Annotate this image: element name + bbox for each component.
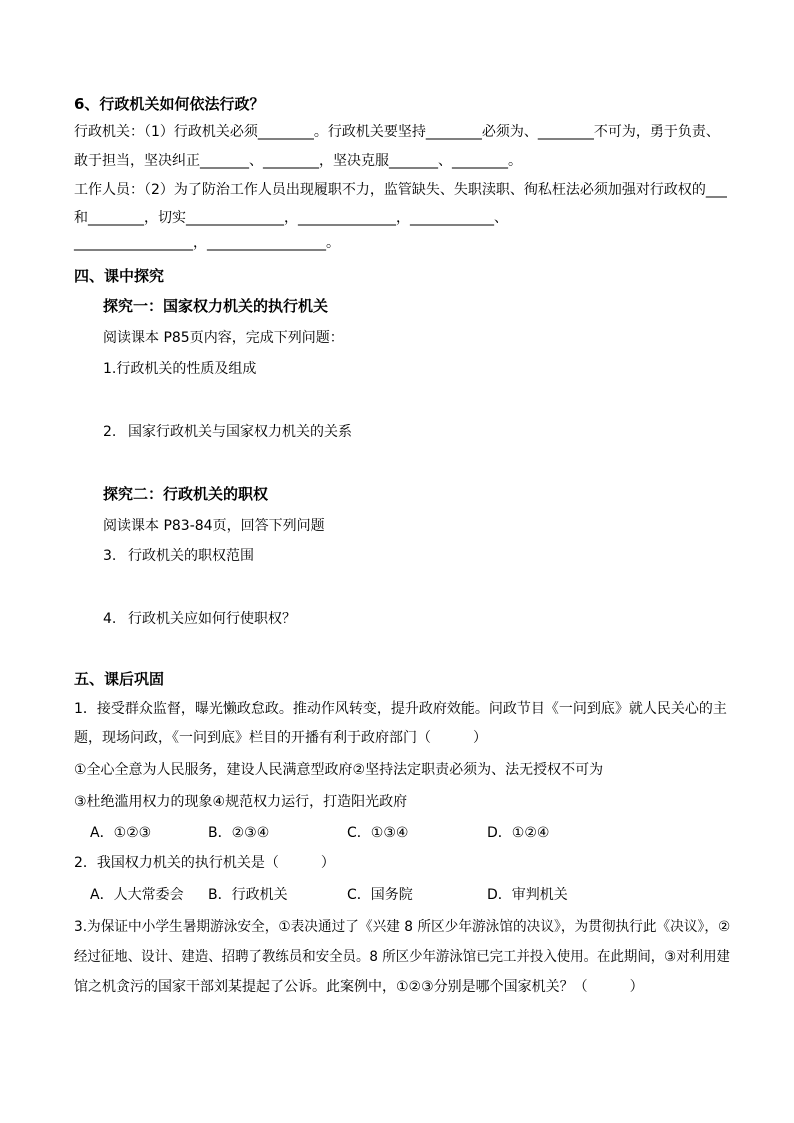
inquiry1-q2-text: 国家行政机关与国家权力机关的关系: [128, 424, 352, 440]
s5-q2-option-c: C．国务院: [347, 887, 413, 903]
q6-line2: 敢于担当，坚决纠正_______、________，坚决克服_______、________。: [74, 153, 522, 169]
s5-q2-line1: 2．我国权力机关的执行机关是（ ）: [74, 855, 335, 871]
section4-title: 四、课中探究: [74, 267, 165, 285]
s5-q1-option-c: C．①③④: [347, 825, 409, 841]
q6-line3: 工作人员：（2）为了防治工作人员出现履职不力，监管缺失、失职渎职、徇私枉法必须加强对行政权的___: [74, 182, 727, 198]
inquiry2-q3-num: 3.: [103, 548, 117, 564]
inquiry2-title: 探究二：行政机关的职权: [103, 485, 269, 503]
s5-q1-line1: 1．接受群众监督，曝光懒政怠政。推动作风转变，提升政府效能。问政节目《一问到底》就人民关心的主: [74, 701, 727, 717]
s5-q2-option-b: B．行政机关: [208, 887, 288, 903]
inquiry2-q3-text: 行政机关的职权范围: [128, 548, 254, 564]
inquiry1-q1: 1.行政机关的性质及组成: [103, 361, 257, 377]
inquiry2-instruction: 阅读课本 P83-84页，回答下列问题: [103, 518, 325, 534]
q6-line1: 行政机关：（1）行政机关必须________。行政机关要坚持________必须为、________不可为，勇于负责、: [74, 124, 720, 140]
q6-line5: _________________，_________________。: [74, 235, 340, 251]
s5-q1-option-a: A．①②③: [90, 825, 152, 841]
s5-q1-line2: 题，现场问政，《一问到底》栏目的开播有利于政府部门（ ）: [74, 730, 487, 746]
inquiry1-title: 探究一：国家权力机关的执行机关: [103, 297, 329, 315]
s5-q2-option-d: D．审判机关: [487, 887, 568, 903]
inquiry1-q2-num: 2.: [103, 424, 117, 440]
s5-q3-line3: 馆之机贪污的国家干部刘某提起了公诉。此案例中，①②③分别是哪个国家机关？（ ）: [74, 979, 644, 995]
q6-line4: 和________，切实______________，______________，____________、: [74, 210, 508, 226]
inquiry2-q4-num: 4.: [103, 611, 117, 627]
s5-q3-line1: 3.为保证中小学生暑期游泳安全，①表决通过了《兴建 8 所区少年游泳馆的决议》，为贯彻执行此《决议》，②: [74, 919, 731, 935]
s5-q3-line2: 经过征地、设计、建造、招聘了教练员和安全员。8 所区少年游泳馆已完工并投入使用。在此期间，③对利用建: [74, 949, 730, 965]
q6-title: 6、行政机关如何依法行政？: [74, 95, 265, 113]
s5-q2-option-a: A．人大常委会: [90, 887, 184, 903]
s5-q1-line4: ③杜绝滥用权力的现象④规范权力运行，打造阳光政府: [74, 794, 408, 810]
s5-q1-option-d: D．①②④: [487, 825, 550, 841]
inquiry2-q4-text: 行政机关应如何行使职权？: [128, 611, 296, 627]
inquiry1-instruction: 阅读课本 P85页内容，完成下列问题：: [103, 330, 344, 346]
s5-q1-option-b: B．②③④: [208, 825, 270, 841]
section5-title: 五、课后巩固: [74, 670, 165, 688]
s5-q1-line3: ①全心全意为人民服务，建设人民满意型政府②坚持法定职责必须为、法无授权不可为: [74, 762, 604, 778]
